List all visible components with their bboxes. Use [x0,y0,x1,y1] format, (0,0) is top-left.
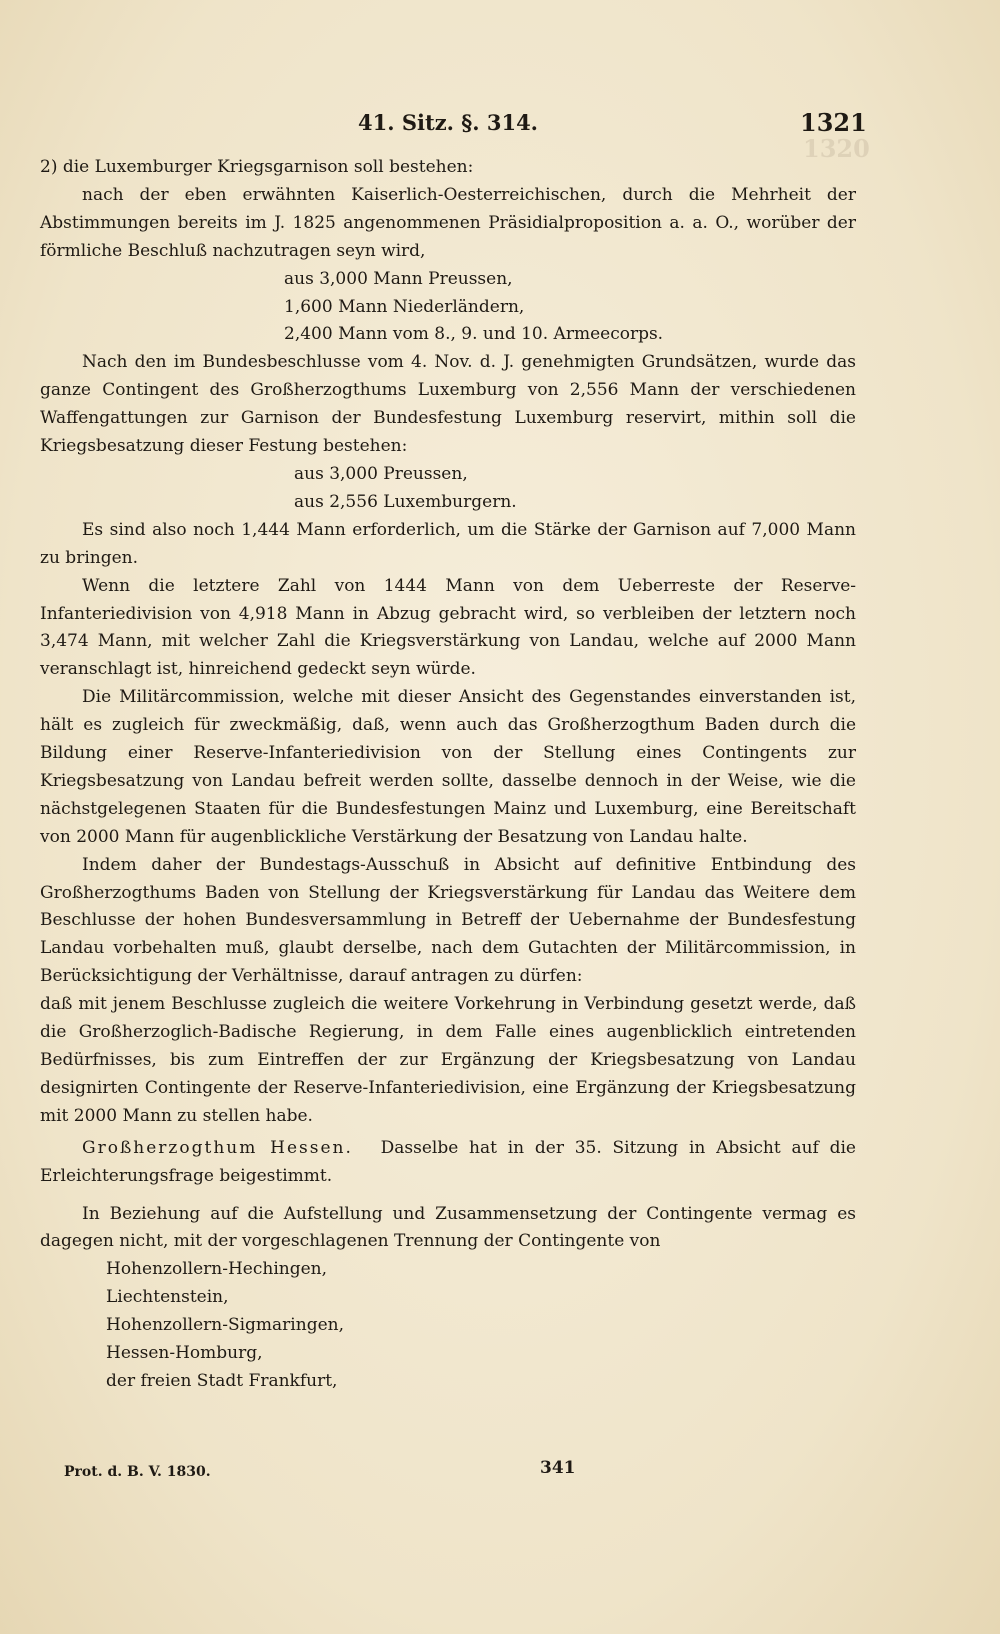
paragraph: 2) die Luxemburger Kriegsgarnison soll bestehen: [40,157,474,177]
paragraph: Es sind also noch 1,444 Mann erforderlich, um die Stärke der Garnison auf 7,000 Mann zu bringen. [40,519,856,568]
bleed-through-page-number: 1320 [803,134,870,163]
paragraph [40,1135,856,1191]
motion-text: daß mit jenem Beschlusse zugleich die weitere Vorkehrung in Verbindung gesetzt werde, daß die Großherzoglich-Badische Regierung, in dem Falle eines augenblicklich eintretenden Bedürfnisses, bis zum Eintreffen der zur Ergänzung der Kriegsbesatzung von Landau designirten Contingente der Reserve-Infanteriedivision, eine Ergänzung der Kriegsbesatzung mit 2000 Mann zu stellen habe. [40,994,856,1126]
paragraph: In Beziehung auf die Aufstellung und Zusammensetzung der Contingente vermag es dagegen nicht, mit der vorgeschlagenen Trennung der Contingente von [40,1203,856,1252]
list-item: Hohenzollern-Sigmaringen, [106,1315,344,1336]
list-item: aus 2,556 Luxemburgern. [294,491,517,512]
troop-list [40,266,856,350]
list-item: 2,400 Mann vom 8., 9. und 10. Armeecorps. [284,324,664,345]
body-text [40,154,856,1396]
list-item: Liechtenstein, [106,1287,229,1308]
list-item: Hohenzollern-Hechingen, [106,1259,327,1280]
paragraph: Wenn die letztere Zahl von 1444 Mann von dem Ueberreste der Reserve-Infanteriedivision von 4,918 Mann in Abzug gebracht wird, so verbleiben der letztern noch 3,474 Mann, mit welcher Zahl die Kriegsverstärkung von Landau, welche auf 2000 Mann veranschlagt ist, hinreichend gedeckt seyn würde. [40,575,856,680]
protocol-reference: Prot. d. B. V. 1830. [64,1464,211,1480]
list-item: der freien Stadt Frankfurt, [106,1370,338,1391]
state-list [40,1256,856,1396]
page-header [0,110,1000,140]
paragraph: nach der eben erwähnten Kaiserlich-Oesterreichischen, durch die Mehrheit der Abstimmungen bereits im J. 1825 angenommenen Präsidialproposition a. a. O., worüber der förmliche Beschluß nachzutragen seyn wird, [40,184,856,261]
troop-list [40,461,856,517]
paragraph: Indem daher der Bundestags-Ausschuß in Absicht auf definitive Entbindung des Großherzogthums Baden von Stellung der Kriegsverstärkung für Landau das Weitere dem Beschlusse der hohen Bundesversammlung in Betreff der Uebernahme der Bundesfestung Landau vorbehalten muß, glaubt derselbe, nach dem Gutachten der Militärcommission, in Berücksichtigung der Verhältnisse, darauf antragen zu dürfen: [40,854,856,987]
page-number: 1321 [800,108,867,137]
sheet-signature: 341 [540,1458,576,1478]
list-item: 1,600 Mann Niederländern, [284,296,525,317]
list-item: aus 3,000 Preussen, [294,463,468,484]
section-reference: 41. Sitz. §. 314. [358,110,538,135]
list-item: Hessen-Homburg, [106,1343,263,1364]
list-item: aus 3,000 Mann Preussen, [284,268,513,289]
state-heading: Großherzogthum Hessen. [82,1137,353,1158]
paragraph-text: Dasselbe hat in der 35. Sitzung in Absicht auf die Erleichterungsfrage beigestimmt. [40,1137,856,1186]
page-footer [0,1458,1000,1488]
paragraph: Nach den im Bundesbeschlusse vom 4. Nov. d. J. genehmigten Grundsätzen, wurde das ganze Contingent des Großherzogthums Luxemburg von 2,556 Mann der verschiedenen Waffengattungen zur Garnison der Bundesfestung Luxemburg reservirt, mithin soll die Kriegsbesatzung dieser Festung bestehen: [40,352,856,457]
paragraph: Die Militärcommission, welche mit dieser Ansicht des Gegenstandes einverstanden ist, hält es zugleich für zweckmäßig, daß, wenn auch das Großherzogthum Baden durch die Bildung einer Reserve-Infanteriedivision von der Stellung eines Contingents zur Kriegsbesatzung von Landau befreit werden sollte, dasselbe dennoch in der Weise, wie die nächstgelegenen Staaten für die Bundesfestungen Mainz und Luxemburg, eine Bereitschaft von 2000 Mann für augenblickliche Verstärkung der Besatzung von Landau halte. [40,687,856,847]
